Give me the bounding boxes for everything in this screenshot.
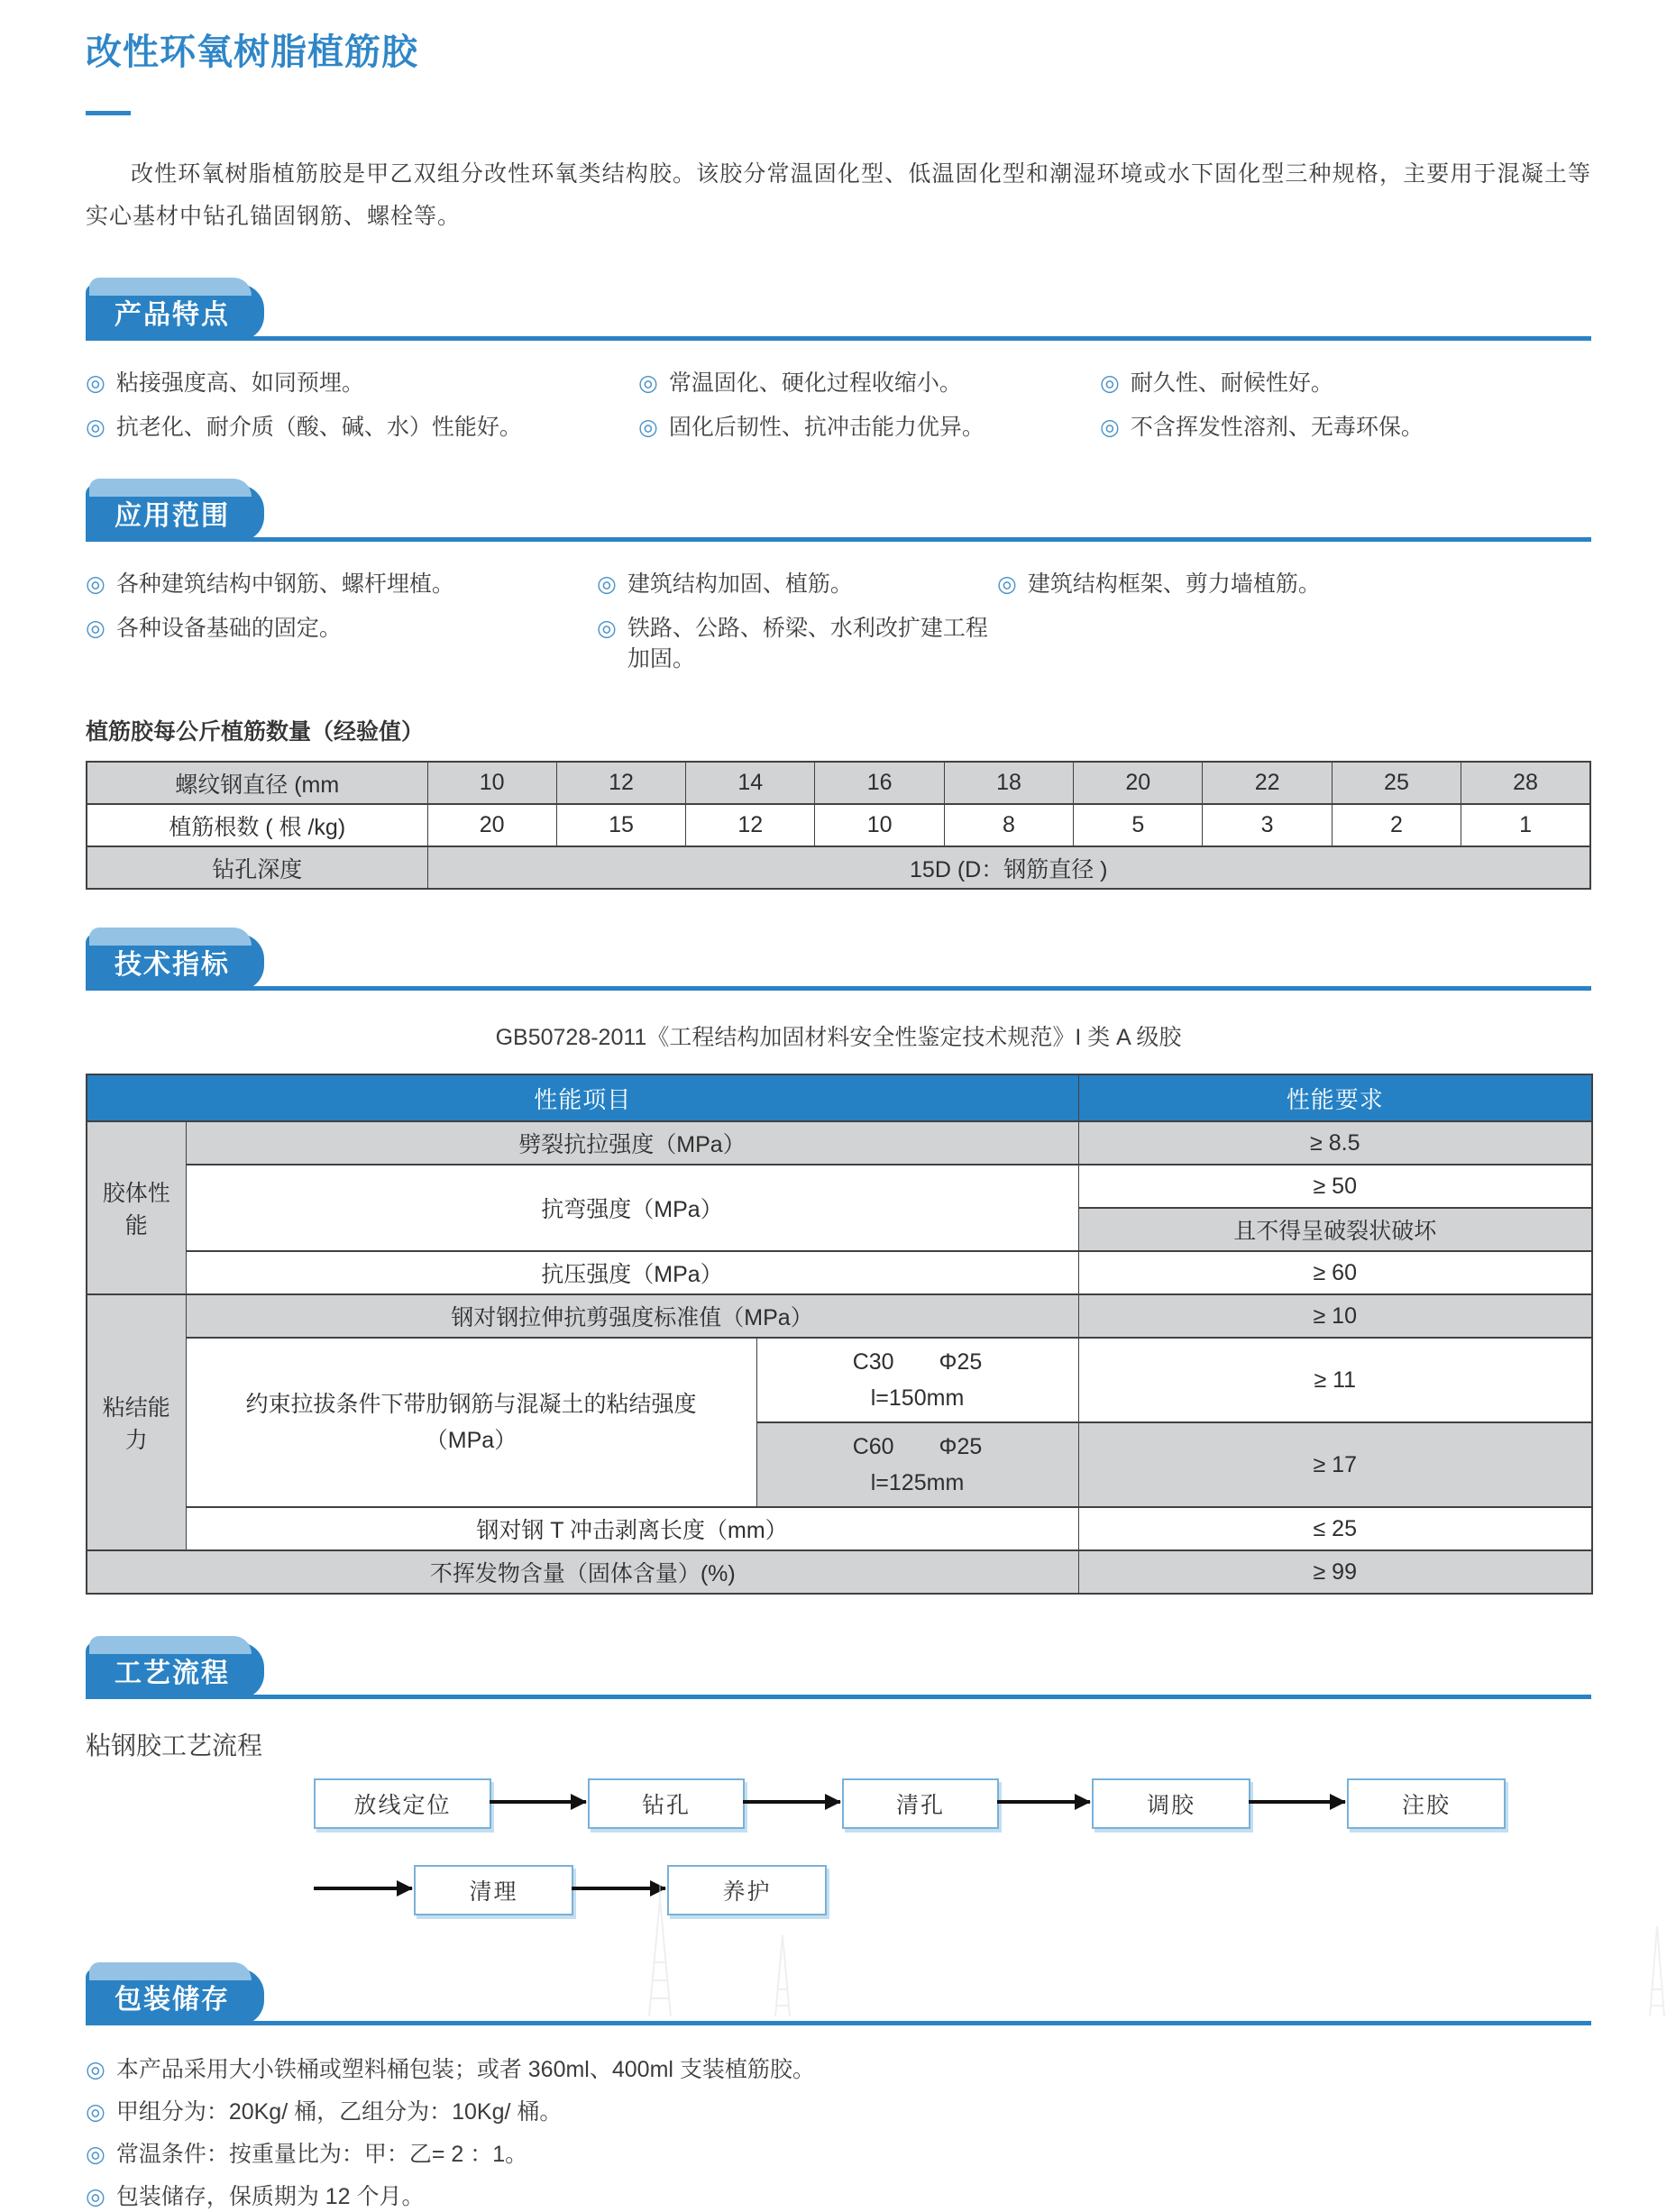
rebar-count-value: 2 bbox=[1332, 804, 1461, 846]
application-text: 各种建筑结构中钢筋、螺杆埋植。 bbox=[115, 571, 454, 597]
page-title: 改性环氧树脂植筋胶 bbox=[86, 32, 418, 72]
rebar-count-value: 1 bbox=[1461, 804, 1590, 846]
flow-step-box: 调胶 bbox=[1092, 1778, 1250, 1829]
spec-condition bbox=[756, 1422, 1078, 1507]
rebar-diameter-value: 18 bbox=[944, 762, 1073, 804]
flow-step-box: 注胶 bbox=[1347, 1778, 1506, 1829]
list-item bbox=[638, 368, 1100, 398]
table-row bbox=[87, 1165, 1592, 1208]
spec-label: 不挥发物含量（固体含量）(%) bbox=[87, 1550, 1078, 1594]
list-item bbox=[86, 2139, 1591, 2170]
table-row bbox=[87, 1338, 1592, 1422]
table-row bbox=[87, 762, 1590, 804]
packaging-text: 甲组分为：20Kg/ 桶，乙组分为：10Kg/ 桶。 bbox=[115, 2099, 563, 2125]
rebar-diameter-value: 22 bbox=[1203, 762, 1332, 804]
application-text: 建筑结构加固、植筋。 bbox=[627, 571, 853, 597]
double-circle-bullet-icon: ◎ bbox=[597, 571, 617, 597]
double-circle-bullet-icon: ◎ bbox=[597, 616, 617, 641]
spec-requirement: ≥ 8.5 bbox=[1078, 1121, 1592, 1165]
table-row bbox=[87, 804, 1590, 846]
feature-text: 抗老化、耐介质（酸、碱、水）性能好。 bbox=[115, 415, 522, 440]
list-item bbox=[597, 569, 997, 599]
section-header-rule bbox=[86, 537, 1591, 542]
list-item bbox=[86, 613, 597, 674]
double-circle-bullet-icon: ◎ bbox=[997, 571, 1017, 597]
rebar-diameter-value: 20 bbox=[1074, 762, 1203, 804]
flow-arrow-icon bbox=[997, 1800, 1090, 1804]
list-item bbox=[597, 613, 997, 674]
process-badge: 工艺流程 bbox=[86, 1642, 264, 1699]
drill-depth-label: 钻孔深度 bbox=[87, 846, 427, 889]
double-circle-bullet-icon: ◎ bbox=[86, 2142, 105, 2167]
packaging-text: 包装储存，保质期为 12 个月。 bbox=[115, 2184, 425, 2209]
double-circle-bullet-icon: ◎ bbox=[86, 415, 105, 440]
spec-requirement: ≥ 17 bbox=[1078, 1422, 1592, 1507]
spec-label-line: （MPa） bbox=[425, 1428, 517, 1453]
feature-text: 固化后韧性、抗冲击能力优异。 bbox=[668, 415, 985, 440]
process-flowchart bbox=[86, 1771, 1591, 1932]
section-header-tech bbox=[86, 940, 1591, 991]
table-header-row bbox=[87, 1074, 1592, 1121]
intro-paragraph: 改性环氧树脂植筋胶是甲乙双组分改性环氧类结构胶。该胶分常温固化型、低温固化型和潮湿环境或水下固化型三种规格，主要用于混凝土等实心基材中钻孔锚固钢筋、螺栓等。 bbox=[86, 161, 1591, 229]
drill-depth-value: 15D (D：钢筋直径 ) bbox=[427, 846, 1590, 889]
table-row bbox=[87, 846, 1590, 889]
table-row bbox=[87, 1550, 1592, 1594]
spec-requirement: ≥ 50 bbox=[1078, 1165, 1592, 1208]
section-header-process bbox=[86, 1649, 1591, 1699]
spec-label bbox=[186, 1338, 756, 1507]
flow-arrow-icon bbox=[490, 1800, 586, 1804]
applications-badge: 应用范围 bbox=[86, 485, 264, 542]
spec-label: 劈裂抗拉强度（MPa） bbox=[186, 1121, 1078, 1165]
rebar-quantity-table bbox=[86, 761, 1591, 890]
list-item bbox=[638, 412, 1100, 443]
feature-text: 粘接强度高、如同预埋。 bbox=[115, 370, 364, 396]
double-circle-bullet-icon: ◎ bbox=[1100, 370, 1120, 396]
applications-list bbox=[86, 569, 1591, 674]
spec-label: 钢对钢拉伸抗剪强度标准值（MPa） bbox=[186, 1294, 1078, 1338]
list-item bbox=[86, 2097, 1591, 2127]
spec-label-line: 约束拉拔条件下带肋钢筋与混凝土的粘结强度 bbox=[245, 1392, 697, 1417]
spec-label: 抗弯强度（MPa） bbox=[186, 1165, 1078, 1251]
spec-condition bbox=[756, 1338, 1078, 1422]
table-row bbox=[87, 1507, 1592, 1550]
rebar-diameter-value: 25 bbox=[1332, 762, 1461, 804]
document-page bbox=[0, 23, 1676, 2212]
condition-line: C30 Φ25 bbox=[852, 1349, 983, 1375]
list-item bbox=[1100, 368, 1591, 398]
spec-requirement: ≥ 11 bbox=[1078, 1338, 1592, 1422]
spec-requirement: ≥ 99 bbox=[1078, 1550, 1592, 1594]
double-circle-bullet-icon: ◎ bbox=[86, 2057, 105, 2082]
rebar-diameter-value: 12 bbox=[556, 762, 685, 804]
packaging-text: 本产品采用大小铁桶或塑料桶包装；或者 360ml、400ml 支装植筋胶。 bbox=[115, 2057, 815, 2082]
section-header-rule bbox=[86, 2021, 1591, 2025]
spec-requirement: ≥ 10 bbox=[1078, 1294, 1592, 1338]
rebar-count-value: 20 bbox=[427, 804, 556, 846]
condition-line: l=125mm bbox=[870, 1470, 965, 1495]
section-header-applications bbox=[86, 491, 1591, 542]
table-row bbox=[87, 1251, 1592, 1294]
rebar-diameter-value: 14 bbox=[686, 762, 815, 804]
flow-step-box: 放线定位 bbox=[314, 1778, 491, 1829]
rebar-count-value: 10 bbox=[815, 804, 944, 846]
condition-line: C60 Φ25 bbox=[852, 1434, 983, 1459]
title-underline-dash bbox=[86, 111, 131, 115]
double-circle-bullet-icon: ◎ bbox=[638, 415, 658, 440]
double-circle-bullet-icon: ◎ bbox=[86, 2184, 105, 2209]
rebar-count-value: 12 bbox=[686, 804, 815, 846]
double-circle-bullet-icon: ◎ bbox=[86, 370, 105, 396]
table-row bbox=[87, 1121, 1592, 1165]
spec-requirement: ≥ 60 bbox=[1078, 1251, 1592, 1294]
flow-arrow-icon bbox=[314, 1887, 412, 1890]
flow-step-box: 清理 bbox=[414, 1865, 573, 1915]
feature-text: 耐久性、耐候性好。 bbox=[1130, 370, 1333, 396]
double-circle-bullet-icon: ◎ bbox=[86, 2099, 105, 2125]
features-badge: 产品特点 bbox=[86, 284, 264, 341]
tech-specs-table bbox=[86, 1074, 1593, 1595]
rebar-count-value: 5 bbox=[1074, 804, 1203, 846]
section-header-rule bbox=[86, 986, 1591, 991]
rebar-diameter-value: 10 bbox=[427, 762, 556, 804]
section-header-features bbox=[86, 290, 1591, 341]
packaging-list bbox=[86, 2054, 1591, 2212]
list-item bbox=[86, 368, 638, 398]
rebar-count-value: 8 bbox=[944, 804, 1073, 846]
section-header-rule bbox=[86, 1695, 1591, 1699]
rebar-diameter-value: 16 bbox=[815, 762, 944, 804]
group-label-bond-capability: 粘结能力 bbox=[87, 1294, 186, 1550]
rebar-diameter-value: 28 bbox=[1461, 762, 1590, 804]
spec-label: 钢对钢 T 冲击剥离长度（mm） bbox=[186, 1507, 1078, 1550]
flow-arrow-icon bbox=[572, 1887, 665, 1890]
feature-text: 不含挥发性溶剂、无毒环保。 bbox=[1130, 415, 1424, 440]
condition-line: l=150mm bbox=[870, 1385, 965, 1411]
application-text: 铁路、公路、桥梁、水利改扩建工程加固。 bbox=[627, 616, 988, 672]
list-item bbox=[86, 2054, 1591, 2085]
packaging-text: 常温条件：按重量比为：甲：乙= 2 ：1。 bbox=[115, 2142, 528, 2167]
spec-label: 抗压强度（MPa） bbox=[186, 1251, 1078, 1294]
double-circle-bullet-icon: ◎ bbox=[86, 571, 105, 597]
list-item bbox=[1100, 412, 1591, 443]
group-label-body-performance: 胶体性能 bbox=[87, 1121, 186, 1294]
column-header-item: 性能项目 bbox=[87, 1074, 1078, 1121]
list-item bbox=[997, 569, 1591, 599]
process-flow-label: 粘钢胶工艺流程 bbox=[86, 1732, 263, 1760]
rebar-count-label: 植筋根数 ( 根 /kg) bbox=[87, 804, 427, 846]
double-circle-bullet-icon: ◎ bbox=[638, 370, 658, 396]
flow-arrow-icon bbox=[1249, 1800, 1345, 1804]
standard-reference: GB50728-2011《工程结构加固材料安全性鉴定技术规范》I 类 A 级胶 bbox=[495, 1025, 1182, 1050]
section-header-packaging bbox=[86, 1975, 1591, 2025]
flow-step-box: 清孔 bbox=[842, 1778, 999, 1829]
application-text: 各种设备基础的固定。 bbox=[115, 616, 342, 641]
flow-arrow-icon bbox=[743, 1800, 840, 1804]
packaging-badge: 包装储存 bbox=[86, 1969, 264, 2025]
section-header-rule bbox=[86, 336, 1591, 341]
double-circle-bullet-icon: ◎ bbox=[86, 616, 105, 641]
rebar-diameter-label: 螺纹钢直径 (mm bbox=[87, 762, 427, 804]
list-item bbox=[86, 412, 638, 443]
application-text: 建筑结构框架、剪力墙植筋。 bbox=[1027, 571, 1321, 597]
rebar-count-value: 3 bbox=[1203, 804, 1332, 846]
flow-step-box: 养护 bbox=[667, 1865, 827, 1915]
table-row bbox=[87, 1294, 1592, 1338]
feature-text: 常温固化、硬化过程收缩小。 bbox=[668, 370, 962, 396]
tech-badge: 技术指标 bbox=[86, 934, 264, 991]
rebar-table-caption: 植筋胶每公斤植筋数量（经验值） bbox=[86, 719, 425, 745]
flow-step-box: 钻孔 bbox=[588, 1778, 745, 1829]
rebar-count-value: 15 bbox=[556, 804, 685, 846]
column-header-requirement: 性能要求 bbox=[1078, 1074, 1592, 1121]
list-item bbox=[86, 569, 597, 599]
double-circle-bullet-icon: ◎ bbox=[1100, 415, 1120, 440]
spec-requirement: 且不得呈破裂状破坏 bbox=[1078, 1208, 1592, 1251]
features-list bbox=[86, 368, 1591, 443]
list-item bbox=[86, 2181, 1591, 2212]
spec-requirement: ≤ 25 bbox=[1078, 1507, 1592, 1550]
